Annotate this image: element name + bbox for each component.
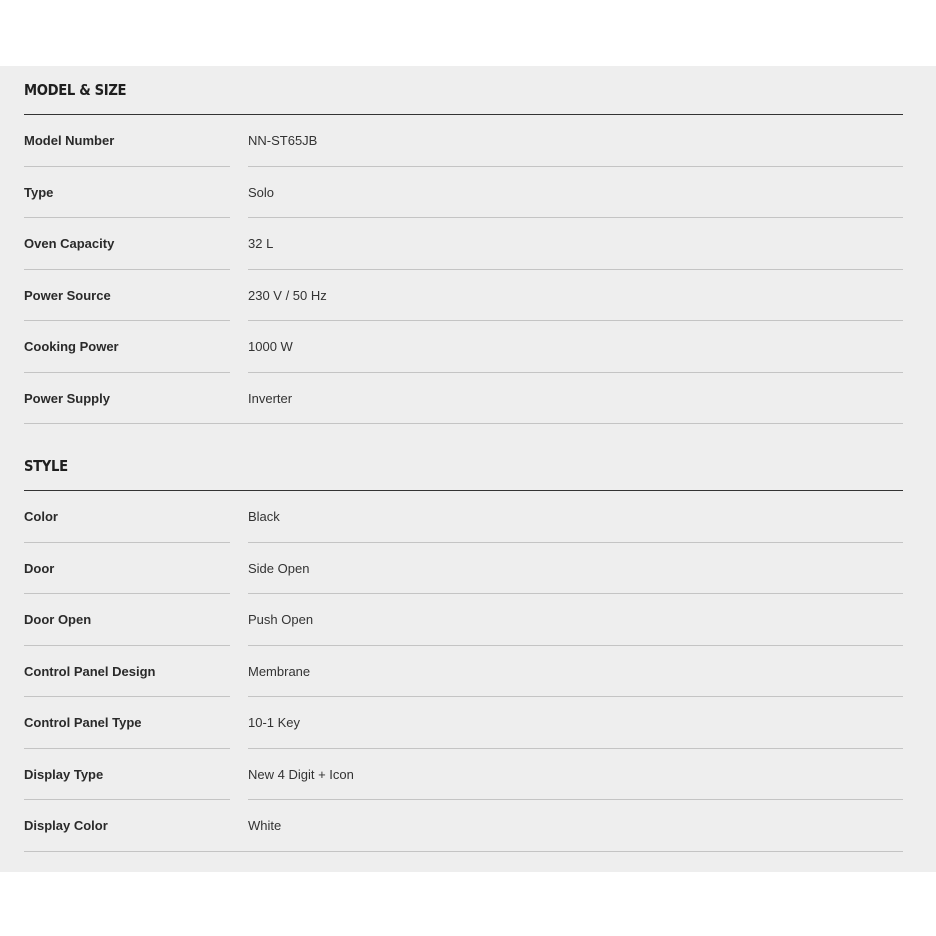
spec-row — [24, 373, 903, 425]
spec-row — [24, 646, 903, 698]
spec-panel — [0, 66, 936, 872]
spec-row — [24, 749, 903, 801]
spec-label: Control Panel Type — [24, 715, 142, 730]
spec-row — [24, 115, 903, 167]
spec-value: NN-ST65JB — [248, 133, 318, 148]
spec-row — [24, 167, 903, 219]
spec-value: Membrane — [248, 663, 311, 679]
spec-label: Cooking Power — [24, 339, 119, 354]
spec-value: 1000 W — [248, 339, 293, 354]
spec-value: 230 V / 50 Hz — [248, 287, 327, 303]
spec-value: Black — [248, 509, 280, 524]
section-title: STYLE — [24, 457, 68, 475]
spec-value: New 4 Digit + Icon — [248, 766, 354, 782]
spec-list — [24, 491, 903, 852]
spec-row — [24, 218, 903, 270]
spec-row — [24, 270, 903, 322]
spec-label: Power Source — [24, 287, 111, 303]
row-divider — [24, 423, 903, 424]
spec-label: Display Color — [24, 818, 108, 833]
spec-value: White — [248, 818, 282, 833]
spec-row — [24, 491, 903, 543]
section-title: MODEL & SIZE — [24, 81, 127, 99]
spec-label: Model Number — [24, 133, 115, 148]
spec-list — [24, 115, 903, 424]
spec-label: Door Open — [24, 612, 92, 627]
spec-row — [24, 594, 903, 646]
spec-value: 32 L — [248, 236, 274, 251]
spec-label: Control Panel Design — [24, 663, 156, 679]
spec-label: Color — [24, 509, 58, 524]
spec-label: Type — [24, 184, 54, 200]
row-divider — [24, 851, 903, 852]
spec-row — [24, 800, 903, 852]
spec-value: Side Open — [248, 560, 310, 576]
spec-value: Solo — [248, 184, 275, 200]
spec-label: Display Type — [24, 766, 104, 782]
spec-label: Door — [24, 560, 55, 576]
spec-row — [24, 543, 903, 595]
spec-row — [24, 321, 903, 373]
spec-label: Power Supply — [24, 390, 110, 406]
spec-value: 10-1 Key — [248, 715, 301, 730]
spec-label: Oven Capacity — [24, 236, 115, 251]
spec-value: Inverter — [248, 390, 293, 406]
spec-value: Push Open — [248, 612, 314, 627]
spec-row — [24, 697, 903, 749]
